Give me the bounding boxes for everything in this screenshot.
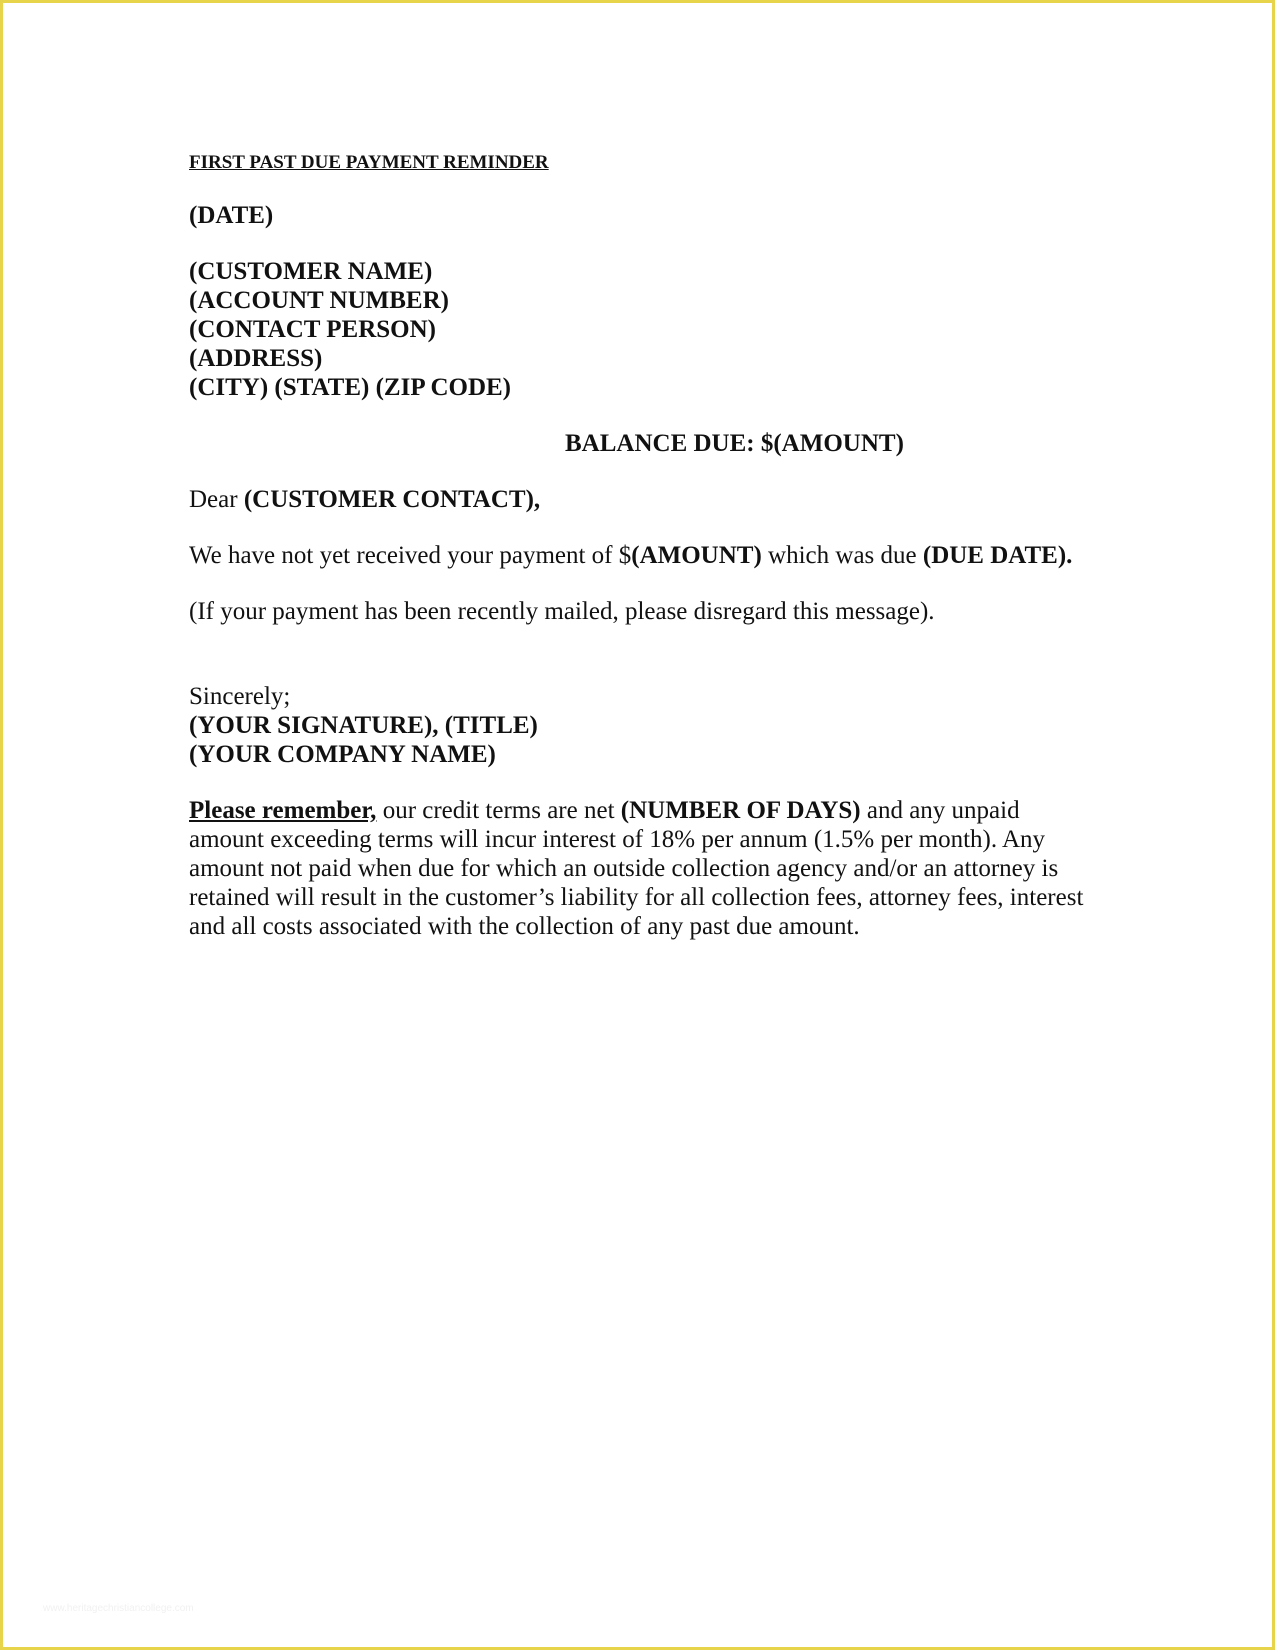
terms-text-a: our credit terms are net (376, 797, 621, 824)
address-line-city-state-zip: (CITY) (STATE) (ZIP CODE) (189, 374, 512, 401)
balance-due-label: BALANCE DUE: $ (565, 430, 774, 457)
payment-text-a: We have not yet received your payment of $ (189, 542, 632, 569)
address-line-address: (ADDRESS) (189, 345, 323, 372)
payment-paragraph (189, 541, 1089, 570)
watermark-text: www.heritagechristiancollege.com (43, 1603, 194, 1614)
terms-days: (NUMBER OF DAYS) (620, 797, 861, 824)
salutation (189, 485, 1089, 514)
terms-line-2: amount exceeding terms will incur interest of 18% per annum (1.5% per month). Any (189, 826, 1046, 853)
terms-line-5: and all costs associated with the collection of any past due amount. (189, 913, 860, 940)
address-line-contact-person: (CONTACT PERSON) (189, 316, 437, 343)
signature-title: (YOUR SIGNATURE), (TITLE) (189, 712, 538, 739)
payment-text-b: which was due (761, 542, 923, 569)
valediction: Sincerely; (189, 683, 291, 710)
terms-line1-rest: and any unpaid (860, 797, 1020, 824)
address-line-account-number: (ACCOUNT NUMBER) (189, 287, 449, 314)
address-line-customer-name: (CUSTOMER NAME) (189, 258, 433, 285)
balance-due-amount: (AMOUNT) (773, 430, 904, 457)
disregard-paragraph: (If your payment has been recently mailed, please disregard this message). (189, 598, 935, 625)
payment-due-date: (DUE DATE). (922, 542, 1073, 569)
payment-amount: (AMOUNT) (631, 542, 762, 569)
letter-body (189, 151, 1089, 941)
closing (189, 682, 1089, 769)
letter-title: FIRST PAST DUE PAYMENT REMINDER (189, 152, 549, 173)
terms-line-4: retained will result in the customer’s liability for all collection fees, attorney fees, interest (189, 884, 1084, 911)
balance-due (189, 429, 1089, 458)
terms-line-3: amount not paid when due for which an outside collection agency and/or an attorney is (189, 855, 1059, 882)
credit-terms-paragraph (189, 796, 1089, 941)
company-name: (YOUR COMPANY NAME) (189, 741, 496, 768)
salutation-contact: (CUSTOMER CONTACT), (243, 486, 541, 513)
recipient-address (189, 257, 1089, 402)
salutation-prefix: Dear (189, 486, 244, 513)
terms-line-1 (189, 796, 1089, 825)
date-placeholder: (DATE) (189, 202, 274, 229)
terms-lead: Please remember, (189, 797, 377, 824)
